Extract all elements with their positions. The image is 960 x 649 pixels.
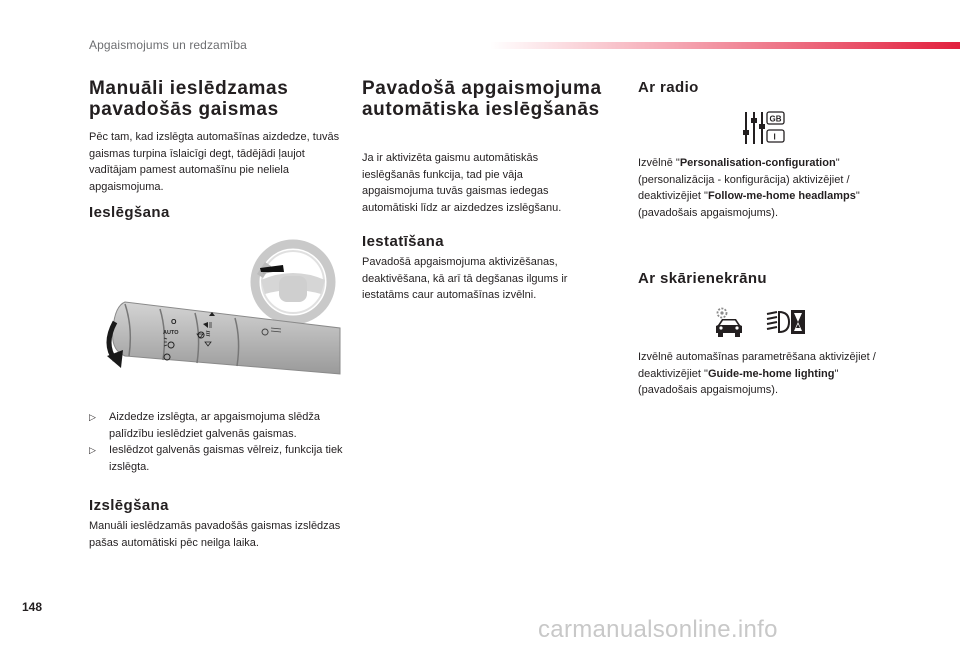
touchscreen-text: Izvēlnē automašīnas parametrēšana aktivizējiet / deaktivizējiet "Guide-me-home lighting" (pavadošais apgaismojums). (638, 351, 876, 396)
bullet-marker-icon: ▷ (89, 412, 96, 422)
touchscreen-heading: Ar skārienekrānu (638, 270, 767, 287)
settings-text: Pavadošā apgaismojuma aktivizēšanas, deaktivēšana, kā arī tā degšanas ilgums ir iestatāms caur automašīnas izvēlni. (362, 256, 568, 301)
gb-label: GB (769, 114, 782, 124)
i-label: I (773, 132, 776, 142)
lighting-stalk-illustration (85, 232, 345, 402)
page-number: 148 (22, 600, 43, 614)
option-name: Guide-me-home lighting (707, 367, 835, 380)
middle-intro: Ja ir aktivizēta gaismu automātiskās ieslēgšanās funkcija, tad pie vāja apgaismojuma tuvās gaismas iedegas automātiski līdz ar aizdedzes izslēgšanu. (362, 152, 562, 214)
headlamp-timer-icon (765, 308, 807, 336)
switch-off-text: Manuāli ieslēdzamās pavadošās gaismas izslēdzas pašas automātiski pēc neilga laika. (89, 520, 341, 549)
stalk-label-auto: AUTO (163, 330, 179, 336)
settings-heading: Iestatīšana (362, 233, 444, 250)
stalk-label-off: O (171, 319, 177, 326)
vehicle-settings-icon (712, 305, 746, 339)
radio-heading: Ar radio (638, 79, 699, 96)
header-accent-bar (490, 42, 960, 49)
bullet-marker-icon: ▷ (89, 445, 96, 455)
radio-text: Izvēlnē "Personalisation-configuration" (personalizācija - konfigurācija) aktivizējiet / deaktivizējiet "Follow-me-home headlamps" (pavadošais apgaismojums). (638, 157, 860, 219)
watermark: carmanualsonline.info (538, 616, 778, 643)
option-name: Follow-me-home headlamps (707, 190, 856, 202)
menu-name: Personalisation-configuration (679, 157, 836, 169)
switch-on-heading: Ieslēgšana (89, 204, 170, 221)
section-header: Apgaismojums un redzamība (89, 38, 247, 52)
left-intro: Pēc tam, kad izslēgta automašīnas aizdedze, tuvās gaismas turpina īslaicīgi degt, tādējādi ļaujot vadītājam pamest automašīnu pie neliela apgaismojuma. (89, 131, 340, 193)
middle-title: Pavadošā apgaismojuma automātiska ieslēgšanās (362, 78, 602, 120)
radio-settings-icon (742, 110, 786, 146)
steering-wheel-icon (255, 244, 331, 320)
left-title: Manuāli ieslēdzamas pavadošās gaismas (89, 78, 289, 120)
switch-off-heading: Izslēgšana (89, 497, 169, 514)
